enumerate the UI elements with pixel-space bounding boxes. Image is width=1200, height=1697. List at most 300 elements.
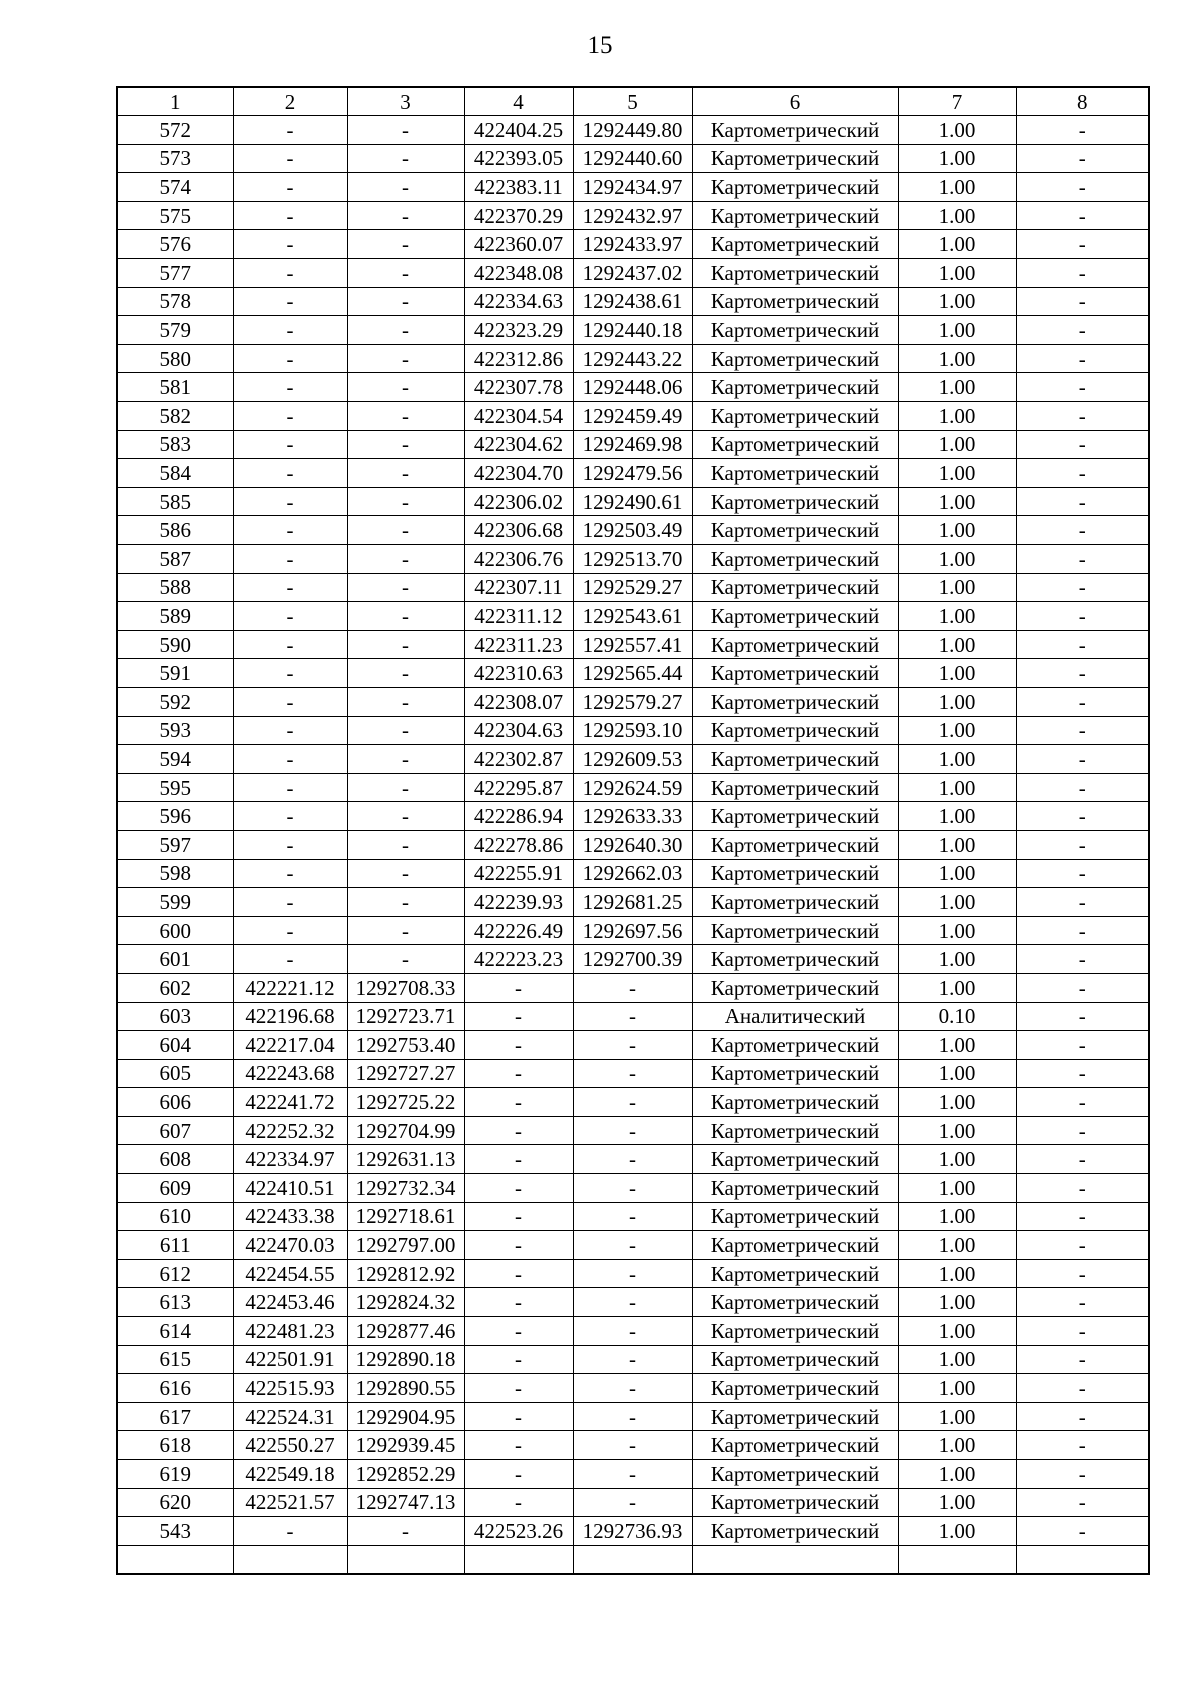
table-cell: 422323.29 [464, 316, 573, 345]
table-row [117, 945, 1149, 974]
table-cell: - [233, 430, 347, 459]
table-cell: - [1016, 373, 1149, 402]
table-row [117, 1345, 1149, 1374]
table-cell: 610 [117, 1202, 233, 1231]
table-cell: - [347, 430, 464, 459]
table-cell: - [347, 573, 464, 602]
table-cell: - [347, 773, 464, 802]
table-cell: 422524.31 [233, 1402, 347, 1431]
table-cell: Картометрический [692, 602, 898, 631]
table-cell: - [233, 516, 347, 545]
table-cell: - [573, 1259, 692, 1288]
table-cell: - [1016, 1431, 1149, 1460]
table-cell: 582 [117, 402, 233, 431]
table-cell: 422549.18 [233, 1460, 347, 1489]
table-cell: 1.00 [898, 1402, 1016, 1431]
table-cell: 603 [117, 1002, 233, 1031]
table-cell: - [1016, 516, 1149, 545]
table-cell: 1292624.59 [573, 773, 692, 802]
table-cell: - [1016, 259, 1149, 288]
table-cell: - [464, 1259, 573, 1288]
table-cell: 422304.63 [464, 716, 573, 745]
table-row [117, 1488, 1149, 1517]
table-cell [347, 1545, 464, 1574]
table-cell: 1292697.56 [573, 916, 692, 945]
table-cell: Картометрический [692, 173, 898, 202]
table-row [117, 1231, 1149, 1260]
table-cell: 596 [117, 802, 233, 831]
table-cell: 422454.55 [233, 1259, 347, 1288]
table-cell: Картометрический [692, 459, 898, 488]
table-cell: 615 [117, 1345, 233, 1374]
table-cell: Картометрический [692, 430, 898, 459]
table-row [117, 487, 1149, 516]
column-header: 1 [117, 87, 233, 116]
table-cell: Картометрический [692, 373, 898, 402]
table-cell: - [464, 1116, 573, 1145]
table-cell: 1.00 [898, 1031, 1016, 1060]
table-cell: - [233, 916, 347, 945]
table-cell: 1.00 [898, 945, 1016, 974]
table-header-row [117, 87, 1149, 116]
table-cell: - [347, 316, 464, 345]
table-cell: Картометрический [692, 1374, 898, 1403]
table-cell: 1.00 [898, 1460, 1016, 1489]
table-cell: 1.00 [898, 859, 1016, 888]
table-row [117, 1002, 1149, 1031]
table-cell: - [1016, 1288, 1149, 1317]
table-cell: 1.00 [898, 573, 1016, 602]
table-cell: 1.00 [898, 1374, 1016, 1403]
table-cell: 584 [117, 459, 233, 488]
table-cell: - [233, 259, 347, 288]
table-cell: - [1016, 745, 1149, 774]
table-cell: Картометрический [692, 287, 898, 316]
table-cell: Картометрический [692, 1431, 898, 1460]
table-cell: - [233, 1517, 347, 1546]
table-cell: Картометрический [692, 1174, 898, 1203]
table-cell: - [1016, 1002, 1149, 1031]
table-body [117, 116, 1149, 1574]
table-cell: - [1016, 201, 1149, 230]
table-cell: 1.00 [898, 916, 1016, 945]
table-cell: - [464, 1345, 573, 1374]
table-cell: 608 [117, 1145, 233, 1174]
table-cell: 422393.05 [464, 144, 573, 173]
table-cell: - [347, 144, 464, 173]
table-cell: - [573, 1317, 692, 1346]
column-header: 2 [233, 87, 347, 116]
table-cell: 1292939.45 [347, 1431, 464, 1460]
table-cell: - [347, 373, 464, 402]
table-row [117, 1202, 1149, 1231]
table-row [117, 230, 1149, 259]
table-cell: - [347, 745, 464, 774]
table-cell: 422221.12 [233, 973, 347, 1002]
table-row [117, 973, 1149, 1002]
table-row [117, 1174, 1149, 1203]
table-row [117, 1059, 1149, 1088]
table-cell: 606 [117, 1088, 233, 1117]
table-cell: 422370.29 [464, 201, 573, 230]
table-cell: 1.00 [898, 144, 1016, 173]
page-number: 15 [587, 32, 613, 59]
table-cell: Картометрический [692, 487, 898, 516]
table-cell [573, 1545, 692, 1574]
table-cell: Картометрический [692, 1517, 898, 1546]
column-header: 3 [347, 87, 464, 116]
table-cell: 1.00 [898, 230, 1016, 259]
table-cell: 0.10 [898, 1002, 1016, 1031]
table-row [117, 459, 1149, 488]
table-cell [233, 1545, 347, 1574]
table-cell: - [347, 659, 464, 688]
table-cell: 1.00 [898, 659, 1016, 688]
table-cell: 1.00 [898, 373, 1016, 402]
table-cell: 1.00 [898, 1317, 1016, 1346]
table-row [117, 1088, 1149, 1117]
table-cell: 592 [117, 687, 233, 716]
table-cell: - [1016, 1116, 1149, 1145]
table-cell: - [1016, 173, 1149, 202]
table-cell: 1292503.49 [573, 516, 692, 545]
column-header: 4 [464, 87, 573, 116]
table-cell: 1.00 [898, 716, 1016, 745]
table-row [117, 1374, 1149, 1403]
coordinates-table [116, 86, 1150, 1575]
table-cell: 586 [117, 516, 233, 545]
table-cell: - [233, 201, 347, 230]
table-cell: - [573, 1231, 692, 1260]
table-cell: 422523.26 [464, 1517, 573, 1546]
table-row [117, 373, 1149, 402]
table-cell: - [233, 487, 347, 516]
table-row [117, 602, 1149, 631]
table-cell: - [464, 1231, 573, 1260]
table-cell: - [233, 859, 347, 888]
table-cell: 422255.91 [464, 859, 573, 888]
table-cell: Картометрический [692, 144, 898, 173]
table-cell: - [233, 773, 347, 802]
table-cell: - [233, 230, 347, 259]
table-cell: 587 [117, 545, 233, 574]
table-cell: - [233, 659, 347, 688]
table-row [117, 545, 1149, 574]
table-cell: 1292593.10 [573, 716, 692, 745]
table-cell: 422501.91 [233, 1345, 347, 1374]
table-cell: Картометрический [692, 916, 898, 945]
table-row [117, 659, 1149, 688]
table-cell: Картометрический [692, 973, 898, 1002]
table-cell: Картометрический [692, 259, 898, 288]
table-cell: 579 [117, 316, 233, 345]
table-row [117, 1431, 1149, 1460]
table-cell: 1.00 [898, 344, 1016, 373]
table-cell: - [233, 173, 347, 202]
table-row [117, 259, 1149, 288]
table-cell: 573 [117, 144, 233, 173]
table-cell: 422348.08 [464, 259, 573, 288]
table-cell: 1.00 [898, 602, 1016, 631]
table-cell: - [1016, 116, 1149, 145]
table-cell: 1292469.98 [573, 430, 692, 459]
table-cell: - [1016, 1460, 1149, 1489]
table-cell: - [573, 1002, 692, 1031]
table-row [117, 1545, 1149, 1574]
table-cell [117, 1545, 233, 1574]
table-cell: 599 [117, 888, 233, 917]
table-cell: - [1016, 144, 1149, 173]
table-cell: 1292490.61 [573, 487, 692, 516]
table-cell: 422310.63 [464, 659, 573, 688]
table-cell: 1292432.97 [573, 201, 692, 230]
table-cell: Картометрический [692, 945, 898, 974]
table-cell: 422334.97 [233, 1145, 347, 1174]
table-cell: 1292543.61 [573, 602, 692, 631]
table-cell: 576 [117, 230, 233, 259]
table-cell: - [347, 516, 464, 545]
table-cell: 612 [117, 1259, 233, 1288]
table-cell: 1292631.13 [347, 1145, 464, 1174]
table-cell: - [1016, 287, 1149, 316]
table-cell: - [573, 1031, 692, 1060]
table-cell: 422383.11 [464, 173, 573, 202]
table-cell: 581 [117, 373, 233, 402]
table-cell: 422481.23 [233, 1317, 347, 1346]
table-cell: - [464, 1202, 573, 1231]
table-cell [464, 1545, 573, 1574]
table-cell: - [1016, 459, 1149, 488]
table-cell: Картометрический [692, 1059, 898, 1088]
table-cell: 620 [117, 1488, 233, 1517]
table-row [117, 573, 1149, 602]
table-cell: 422241.72 [233, 1088, 347, 1117]
table-cell: 1.00 [898, 1202, 1016, 1231]
table-cell: 611 [117, 1231, 233, 1260]
table-cell: 422223.23 [464, 945, 573, 974]
table-cell: 1.00 [898, 687, 1016, 716]
table-cell: - [573, 1116, 692, 1145]
table-cell: - [573, 1059, 692, 1088]
table-cell: 1292437.02 [573, 259, 692, 288]
table-cell: - [573, 1431, 692, 1460]
table-cell: 607 [117, 1116, 233, 1145]
table-cell: Картометрический [692, 1259, 898, 1288]
table-row [117, 1145, 1149, 1174]
table-cell: Картометрический [692, 402, 898, 431]
table-cell: 1.00 [898, 287, 1016, 316]
table-cell: 1.00 [898, 1145, 1016, 1174]
table-cell: Картометрический [692, 1402, 898, 1431]
table-cell: Картометрический [692, 316, 898, 345]
table-cell: Картометрический [692, 201, 898, 230]
table-cell: 1292708.33 [347, 973, 464, 1002]
table-cell: 1.00 [898, 201, 1016, 230]
table-cell: - [233, 630, 347, 659]
table-cell: Картометрический [692, 1317, 898, 1346]
table-row [117, 630, 1149, 659]
table-cell: - [1016, 1088, 1149, 1117]
table-cell: 1.00 [898, 1059, 1016, 1088]
table-cell: - [233, 573, 347, 602]
table-cell: 609 [117, 1174, 233, 1203]
table-cell: 1292434.97 [573, 173, 692, 202]
table-cell: - [464, 1145, 573, 1174]
table-row [117, 859, 1149, 888]
table-cell: 1292681.25 [573, 888, 692, 917]
table-row [117, 316, 1149, 345]
table-cell: Картометрический [692, 116, 898, 145]
table-cell: 1.00 [898, 630, 1016, 659]
table-cell: - [573, 1345, 692, 1374]
table-cell: Картометрический [692, 716, 898, 745]
table-cell: - [347, 287, 464, 316]
table-cell: - [464, 1402, 573, 1431]
table-cell: - [1016, 802, 1149, 831]
table-cell [1016, 1545, 1149, 1574]
table-cell: 422286.94 [464, 802, 573, 831]
table-cell: 1292640.30 [573, 830, 692, 859]
table-cell: - [1016, 316, 1149, 345]
table-cell: 604 [117, 1031, 233, 1060]
table-cell: Картометрический [692, 659, 898, 688]
table-cell: - [233, 745, 347, 774]
table-cell: - [464, 1059, 573, 1088]
table-cell: 422404.25 [464, 116, 573, 145]
table-cell: 1292824.32 [347, 1288, 464, 1317]
table-cell: - [464, 1088, 573, 1117]
table-cell: 422307.11 [464, 573, 573, 602]
table-cell: 422433.38 [233, 1202, 347, 1231]
table-cell: Картометрический [692, 573, 898, 602]
table-cell: Картометрический [692, 888, 898, 917]
table-row [117, 402, 1149, 431]
table-cell: - [347, 344, 464, 373]
table-cell: 1292443.22 [573, 344, 692, 373]
table-cell: - [1016, 1259, 1149, 1288]
table-cell: - [464, 1002, 573, 1031]
table-cell: 605 [117, 1059, 233, 1088]
table-cell: - [347, 859, 464, 888]
table-cell: - [347, 945, 464, 974]
table-cell: - [347, 830, 464, 859]
table-row [117, 1259, 1149, 1288]
table-cell: 422550.27 [233, 1431, 347, 1460]
table-cell: - [233, 545, 347, 574]
table-cell: - [1016, 659, 1149, 688]
table-cell: - [347, 116, 464, 145]
table-cell: 1292440.60 [573, 144, 692, 173]
table-cell: Картометрический [692, 630, 898, 659]
table-row [117, 1031, 1149, 1060]
table-cell: - [233, 402, 347, 431]
table-cell: - [1016, 1517, 1149, 1546]
table-cell: - [573, 1374, 692, 1403]
table-cell: Картометрический [692, 687, 898, 716]
table-cell: 422217.04 [233, 1031, 347, 1060]
table-cell: Картометрический [692, 516, 898, 545]
table-cell: 1292448.06 [573, 373, 692, 402]
table-row [117, 344, 1149, 373]
table-cell: - [1016, 773, 1149, 802]
table-cell: 1292557.41 [573, 630, 692, 659]
table-cell: 1.00 [898, 259, 1016, 288]
table-cell: 589 [117, 602, 233, 631]
table-cell: - [233, 316, 347, 345]
table-cell: - [233, 888, 347, 917]
table-cell: - [347, 545, 464, 574]
table-cell: 1.00 [898, 516, 1016, 545]
table-cell: Картометрический [692, 859, 898, 888]
table-row [117, 1517, 1149, 1546]
table-cell: 1.00 [898, 973, 1016, 1002]
table-cell: - [573, 1174, 692, 1203]
table-cell: 422304.54 [464, 402, 573, 431]
table-cell: - [1016, 1488, 1149, 1517]
table-row [117, 888, 1149, 917]
table-cell: - [464, 1460, 573, 1489]
table-cell: 1292727.27 [347, 1059, 464, 1088]
table-cell: 618 [117, 1431, 233, 1460]
table-cell: 1.00 [898, 1488, 1016, 1517]
table-cell: - [1016, 230, 1149, 259]
table-cell: - [233, 945, 347, 974]
table-cell: Картометрический [692, 1345, 898, 1374]
table-cell: 598 [117, 859, 233, 888]
table-cell: - [347, 230, 464, 259]
table-cell: 597 [117, 830, 233, 859]
table-cell: 1292565.44 [573, 659, 692, 688]
column-header: 6 [692, 87, 898, 116]
table-cell: - [1016, 1402, 1149, 1431]
table-cell: 1292732.34 [347, 1174, 464, 1203]
table-cell: 602 [117, 973, 233, 1002]
table-cell: 1292797.00 [347, 1231, 464, 1260]
table-cell: 422306.02 [464, 487, 573, 516]
table-cell: 1292736.93 [573, 1517, 692, 1546]
table-cell: 1292529.27 [573, 573, 692, 602]
table-cell: - [347, 173, 464, 202]
table-cell: 1292479.56 [573, 459, 692, 488]
table-cell: - [573, 1288, 692, 1317]
table-cell: 422312.86 [464, 344, 573, 373]
table-cell: 1.00 [898, 316, 1016, 345]
table-cell: Картометрический [692, 1031, 898, 1060]
table-cell: - [573, 1088, 692, 1117]
table-cell: - [233, 716, 347, 745]
table-cell: - [464, 1374, 573, 1403]
table-cell: 1.00 [898, 402, 1016, 431]
table-cell: 1292723.71 [347, 1002, 464, 1031]
table-cell: Картометрический [692, 1231, 898, 1260]
table-cell: 1292438.61 [573, 287, 692, 316]
table-cell: 422311.12 [464, 602, 573, 631]
table-cell: - [233, 459, 347, 488]
table-cell: - [573, 1460, 692, 1489]
column-header: 8 [1016, 87, 1149, 116]
table-cell: Картометрический [692, 802, 898, 831]
table-cell: 590 [117, 630, 233, 659]
table-row [117, 116, 1149, 145]
table-cell: Картометрический [692, 1145, 898, 1174]
table-cell: - [573, 1488, 692, 1517]
table-cell: Картометрический [692, 745, 898, 774]
table-cell: - [1016, 573, 1149, 602]
table-row [117, 916, 1149, 945]
table-cell: 422196.68 [233, 1002, 347, 1031]
table-cell: 577 [117, 259, 233, 288]
table-cell: Картометрический [692, 830, 898, 859]
